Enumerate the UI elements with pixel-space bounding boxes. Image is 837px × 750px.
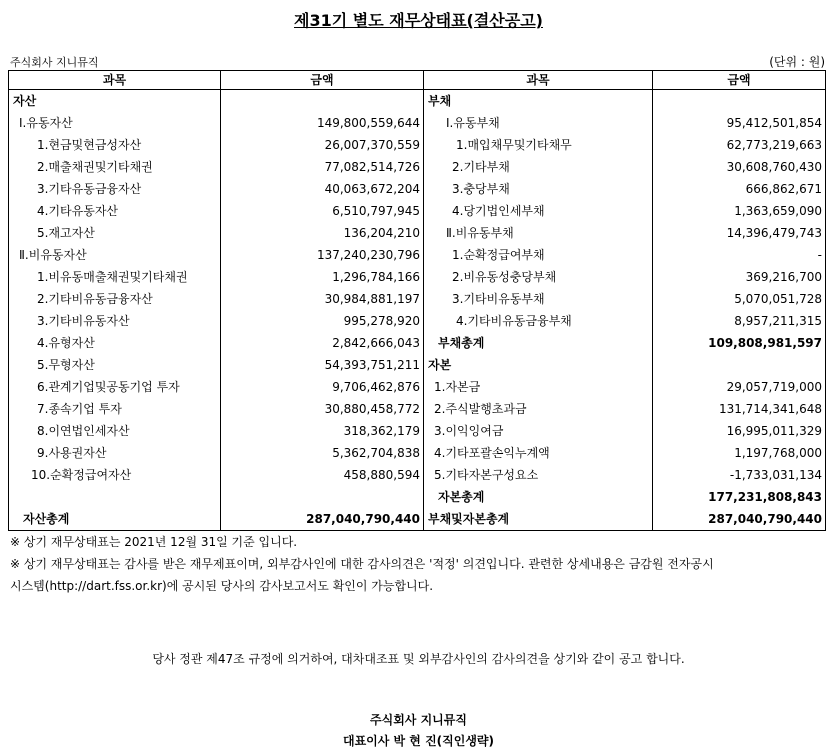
table-row (9, 310, 826, 332)
row-label: Ⅱ.비유동부채 (424, 222, 653, 244)
row-value: 1,296,784,166 (221, 266, 424, 288)
row-value: 54,393,751,211 (221, 354, 424, 376)
row-value (653, 354, 826, 376)
row-value: 5,070,051,728 (653, 288, 826, 310)
company-name: 주식회사 지니뮤직 (10, 56, 99, 69)
row-value: 30,880,458,772 (221, 398, 424, 420)
row-label: 2.비유동성충당부채 (424, 266, 653, 288)
row-label: 1.자본금 (424, 376, 653, 398)
table-row (9, 178, 826, 200)
row-value: 16,995,011,329 (653, 420, 826, 442)
row-label: 1.매입채무및기타채무 (424, 134, 653, 156)
row-label: Ⅱ.비유동자산 (9, 244, 221, 266)
row-value: 1,363,659,090 (653, 200, 826, 222)
row-value (221, 486, 424, 508)
header-account-left: 과목 (9, 71, 221, 90)
row-value: 287,040,790,440 (221, 508, 424, 531)
row-value: 26,007,370,559 (221, 134, 424, 156)
row-value: 458,880,594 (221, 464, 424, 486)
announcement-text: 당사 정관 제47조 규정에 의거하여, 대차대조표 및 외부감사인의 감사의견을 상기와 같이 공고 합니다. (152, 652, 685, 666)
row-value: 2,842,666,043 (221, 332, 424, 354)
row-label: 8.이연법인세자산 (9, 420, 221, 442)
table-row (9, 332, 826, 354)
table-row (9, 266, 826, 288)
row-label: Ⅰ.유동부채 (424, 112, 653, 134)
table-total-row (9, 508, 826, 531)
unit-label: (단위 : 원) (769, 55, 825, 69)
row-label: 3.이익잉여금 (424, 420, 653, 442)
table-row (9, 486, 826, 508)
row-value: 6,510,797,945 (221, 200, 424, 222)
header-account-right: 과목 (424, 71, 653, 90)
balance-sheet-table (8, 70, 826, 531)
table-row (9, 112, 826, 134)
row-label: 1.현금및현금성자산 (9, 134, 221, 156)
row-value: 30,608,760,430 (653, 156, 826, 178)
row-label: 9.사용권자산 (9, 442, 221, 464)
row-label: 자본총계 (424, 486, 653, 508)
row-value: 62,773,219,663 (653, 134, 826, 156)
row-label: 2.기타비유동금융자산 (9, 288, 221, 310)
table-row (9, 442, 826, 464)
row-value: 177,231,808,843 (653, 486, 826, 508)
table-row (9, 288, 826, 310)
row-label: 4.기타포괄손익누계액 (424, 442, 653, 464)
row-label: 5.재고자산 (9, 222, 221, 244)
row-label: 4.기타유동자산 (9, 200, 221, 222)
header-amount-left: 금액 (221, 71, 424, 90)
row-label: 4.당기법인세부채 (424, 200, 653, 222)
row-label: 5.무형자산 (9, 354, 221, 376)
row-label: 4.기타비유동금융부채 (424, 310, 653, 332)
table-row (9, 354, 826, 376)
row-label: 자본 (424, 354, 653, 376)
row-value: 136,204,210 (221, 222, 424, 244)
row-label: 자산총계 (9, 508, 221, 531)
footnotes (10, 531, 825, 597)
row-label (9, 486, 221, 508)
row-value: 149,800,559,644 (221, 112, 424, 134)
row-label: 3.기타비유동자산 (9, 310, 221, 332)
row-value: 5,362,704,838 (221, 442, 424, 464)
table-row (9, 156, 826, 178)
row-label: 2.매출채권및기타채권 (9, 156, 221, 178)
row-label: 3.충당부채 (424, 178, 653, 200)
row-label: 4.유형자산 (9, 332, 221, 354)
row-label: 10.순확정급여자산 (9, 464, 221, 486)
row-label: Ⅰ.유동자산 (9, 112, 221, 134)
table-row (9, 376, 826, 398)
row-value: 14,396,479,743 (653, 222, 826, 244)
row-value: 137,240,230,796 (221, 244, 424, 266)
table-row (9, 200, 826, 222)
table-row (9, 420, 826, 442)
row-label: 7.종속기업 투자 (9, 398, 221, 420)
table-row (9, 134, 826, 156)
row-value (221, 90, 424, 113)
row-value: 369,216,700 (653, 266, 826, 288)
row-label: 부채 (424, 90, 653, 113)
table-row (9, 398, 826, 420)
page-title: 제31기 별도 재무상태표(결산공고) (294, 11, 543, 30)
row-value: 77,082,514,726 (221, 156, 424, 178)
footnote-dart: 시스템(http://dart.fss.or.kr)에 공시된 당사의 감사보고서도 확인이 가능합니다. (10, 579, 434, 593)
footnote-audit: ※ 상기 재무상태표는 감사를 받은 재무제표이며, 외부감사인에 대한 감사의견은 '적정' 의견입니다. 관련한 상세내용은 금감원 전자공시 (10, 557, 714, 571)
row-value: 9,706,462,876 (221, 376, 424, 398)
row-value: - (653, 244, 826, 266)
row-value: 318,362,179 (221, 420, 424, 442)
row-value: 30,984,881,197 (221, 288, 424, 310)
row-label: 자산 (9, 90, 221, 113)
row-value: 287,040,790,440 (653, 508, 826, 531)
row-label: 3.기타유동금융자산 (9, 178, 221, 200)
row-value: 40,063,672,204 (221, 178, 424, 200)
signature-company: 주식회사 지니뮤직 (370, 713, 467, 727)
row-label: 1.비유동매출채권및기타채권 (9, 266, 221, 288)
header-amount-right: 금액 (653, 71, 826, 90)
row-label: 2.기타부채 (424, 156, 653, 178)
row-label: 2.주식발행초과금 (424, 398, 653, 420)
table-row (9, 244, 826, 266)
table-row (9, 464, 826, 486)
row-label: 3.기타비유동부채 (424, 288, 653, 310)
row-label: 1.순확정급여부채 (424, 244, 653, 266)
row-value: 131,714,341,648 (653, 398, 826, 420)
row-value: 1,197,768,000 (653, 442, 826, 464)
row-value: 995,278,920 (221, 310, 424, 332)
row-value (653, 90, 826, 113)
row-value: -1,733,031,134 (653, 464, 826, 486)
signature-ceo: 대표이사 박 현 진(직인생략) (342, 734, 494, 748)
table-row (9, 90, 826, 113)
footnote-date: ※ 상기 재무상태표는 2021년 12월 31일 기준 입니다. (10, 535, 298, 549)
row-label: 부채및자본총계 (424, 508, 653, 531)
row-value: 29,057,719,000 (653, 376, 826, 398)
row-label: 5.기타자본구성요소 (424, 464, 653, 486)
row-value: 109,808,981,597 (653, 332, 826, 354)
table-row (9, 222, 826, 244)
row-label: 6.관계기업및공동기업 투자 (9, 376, 221, 398)
row-value: 95,412,501,854 (653, 112, 826, 134)
row-value: 8,957,211,315 (653, 310, 826, 332)
row-value: 666,862,671 (653, 178, 826, 200)
row-label: 부채총계 (424, 332, 653, 354)
table-header-row (9, 71, 826, 90)
